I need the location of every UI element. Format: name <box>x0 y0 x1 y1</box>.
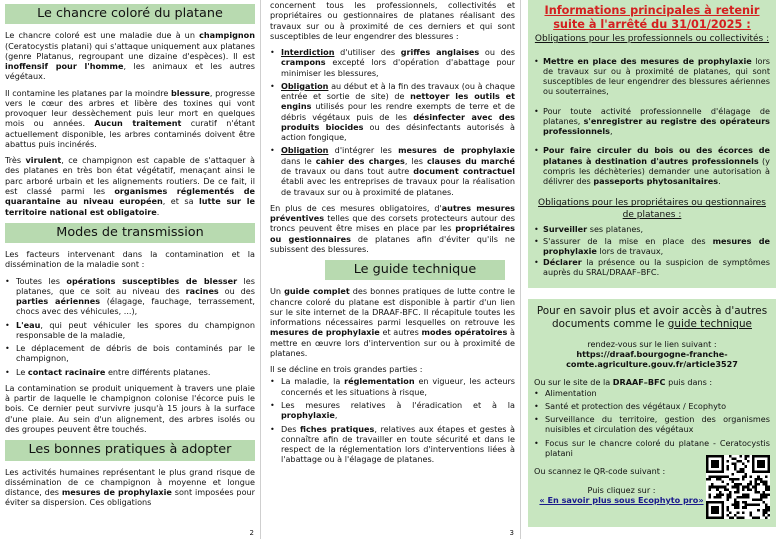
list-item: • Toutes les opérations susceptibles de blesser les platanes, que ce soit au niveau des racines ou des parties aériennes (élagage, fauchage, terrassement, chocs avec des véhicules, ...), <box>5 275 255 317</box>
para-concernent: concernent tous les professionnels, collectivités et propriétaires ou gestionnaires de platanes réalisant des travaux sur ou à proximité de ces derniers et qui sont susceptibles de leur engendrer des blessures : <box>270 0 515 41</box>
heading-chancre: Le chancre coloré du platane <box>5 4 255 24</box>
bullet-icon: • <box>270 80 275 91</box>
site-text: Ou sur le site de la DRAAF–BFC puis dans : <box>534 377 713 388</box>
list-owner-obligations <box>534 224 770 277</box>
subtitle-proprietaires: Obligations pour les propriétaires ou gestionnaires de platanes : <box>538 198 766 220</box>
list-item: • S'assurer de la mise en place des mesures de prophylaxie lors de travaux, <box>534 235 770 256</box>
list-item: • Le déplacement de débris de bois contaminés par le champignon, <box>5 343 255 364</box>
bullet-icon: • <box>270 145 275 156</box>
bullet-icon: • <box>534 224 539 235</box>
more-info-title: Pour en savoir plus et avoir accès à d'autres documents comme le guide technique <box>536 304 768 330</box>
list-item: • La maladie, la réglementation en vigueur, les acteurs concernés et les situations à risque, <box>270 376 515 397</box>
key-info-box <box>528 0 776 288</box>
bullet-icon: • <box>5 366 10 377</box>
para-guide: Un guide complet des bonnes pratiques de lutte contre le chancre coloré du platane est disponible à partir d'un lien sur le site internet de la DRAAF-BFC. Il récapitule toutes les informations nécessaires parmi lesquelles on retrouve les mesures de prophylaxie et autres modes opératoires à mettre en œuvre lors d'intervention sur ou à proximité de platanes. <box>270 286 515 358</box>
list-item: • Le contact racinaire entre différents platanes. <box>5 366 211 377</box>
list-item: • Interdiction d'utiliser des griffes anglaises ou des crampons excepté lors d'opération d'abattage pour minimiser les blessures, <box>270 47 515 78</box>
click-instruction: Puis cliquez sur : <box>587 484 656 495</box>
list-item: • Pour faire circuler du bois ou des écorces de platanes à destination d'autres professionnels (y compris les déchèteries) demander une autorisation à délivrer des passeports phytosanitaires. <box>534 145 770 187</box>
rendez-vous-text: rendez-vous sur le lien suivant : <box>587 338 717 349</box>
guide-link[interactable]: guide technique <box>667 317 752 330</box>
bullet-icon: • <box>270 47 275 58</box>
para-parties: Il se décline en trois grandes parties : <box>270 364 423 375</box>
bullet-icon: • <box>270 376 275 387</box>
para-factors: Les facteurs intervenant dans la contamination et la dissémination de la maladie sont : <box>5 249 255 270</box>
key-info-title: Informations principales à retenir suite à l'arrêté du 31/01/2025 : <box>544 4 760 31</box>
column-middle <box>262 0 520 539</box>
ecophyto-link[interactable]: « En savoir plus sous Ecophyto pro» <box>539 494 704 505</box>
heading-guide: Le guide technique <box>325 260 505 280</box>
para-plaie: La contamination se produit uniquement à travers une plaie à partir de laquelle le champignon colonise l'écorce puis le bois. Ce dernier peut survivre jusqu'à 15 jours à la surface d'une plaie. Au sein d'un alignement, des arbres isolés ou des groupes peuvent être touchés. <box>5 382 255 434</box>
bullet-icon: • <box>534 105 539 116</box>
list-item: • Obligation d'intégrer les mesures de prophylaxie dans le cahier des charges, les clauses du marché de travaux ou dans tout autre document contractuel établi avec les entreprises de travaux pour la réalisation de travaux sur ou à proximité de platanes. <box>270 145 516 197</box>
qr-code-icon[interactable] <box>706 455 770 519</box>
list-item: • Surveillance du territoire, gestion des organismes nuisibles et circulation des végétaux <box>534 414 770 435</box>
list-item: • Santé et protection des végétaux / Ecophyto <box>534 400 727 411</box>
list-pro-obligations <box>534 56 770 187</box>
bullet-icon: • <box>5 343 10 354</box>
list-site-path <box>534 388 770 459</box>
bullet-icon: • <box>534 235 539 246</box>
bullet-icon: • <box>534 387 539 398</box>
list-item: • Pour toute activité professionnelle d'élagage de platanes, s'enregistrer au registre des opérateurs professionnels, <box>534 105 771 137</box>
list-item: • Déclarer la présence ou la suspicion de symptômes auprès du SRAL/DRAAF–BFC. <box>534 257 770 278</box>
draaf-url-link[interactable]: https://draaf.bourgogne-franche-comte.agriculture.gouv.fr/article3527 <box>566 348 738 370</box>
list-item: • Surveiller ses platanes, <box>534 224 644 235</box>
more-info-box <box>528 299 776 527</box>
para-virulence: Très virulent, ce champignon est capable de s'attaquer à des platanes en très bon état végétatif, menaçant ainsi le parc arboré urbain et les alignements routiers. De ce fait, il est classé parmi les organismes réglementés de quarantaine au niveau européen, et sa lutte sur le territoire national est obligatoire. <box>5 155 255 217</box>
para-activites: Les activités humaines représentant le plus grand risque de dissémination de ce champignon à moyenne et longue distance, des mesures de prophylaxie sont imposées pour éviter sa dispersion. Ces obligations <box>5 466 255 508</box>
para-contamination: Il contamine les platanes par la moindre blessure, progresse vers le cœur des arbres et libère des toxines qui vont provoquer leur dessèchement puis leur mort en quelques mois ou années. Aucun traitement curatif n'étant actuellement disponible, les arbres contaminés doivent être abattus puis incinérés. <box>5 87 255 149</box>
subtitle-professionnels: Obligations pour les professionnels ou collectivités : <box>534 34 770 45</box>
list-parties <box>270 376 515 464</box>
list-item: • L'eau, qui peut véhiculer les spores du champignon responsable de la maladie, <box>5 319 255 340</box>
bullet-icon: • <box>534 55 539 66</box>
list-item: • Alimentation <box>534 387 597 398</box>
qr-instruction: Ou scannez le QR-code suivant : <box>534 466 666 477</box>
list-factors <box>5 276 255 377</box>
bullet-icon: • <box>5 319 10 330</box>
bullet-icon: • <box>534 145 539 156</box>
list-item: • Obligation au début et à la fin des travaux (ou à chaque entrée et sortie de site) de nettoyer les outils et engins utilisés pour les rendre exempts de terre et de débris végétaux puis de les désinfecter avec des produits biocides ou des désinfectants autorisés à action fongique, <box>270 80 515 143</box>
page-number: 2 <box>249 529 254 538</box>
bullet-icon: • <box>534 437 539 448</box>
bullet-icon: • <box>534 400 539 411</box>
list-item: • Focus sur le chancre coloré du platane - Ceratocystis platani <box>534 437 770 458</box>
bullet-icon: • <box>534 257 539 268</box>
list-item: • Des fiches pratiques, relatives aux étapes et gestes à connaître afin de travailler en toute sécurité et dans le respect de la réglementation lors d'interventions liées à l'abattage ou à l'élagage de platanes. <box>270 423 516 465</box>
bullet-icon: • <box>534 414 539 425</box>
column-left <box>0 0 260 539</box>
column-right <box>522 0 779 539</box>
page-number: 3 <box>509 529 514 538</box>
list-item: • Mettre en place des mesures de prophylaxie lors de travaux sur ou à proximité de platanes, qui sont susceptibles de leur engendrer des blessures aériennes ou souterraines, <box>534 55 770 97</box>
bullet-icon: • <box>270 423 275 434</box>
para-intro: Le chancre coloré est une maladie due à un champignon (Ceratocystis platani) qui s'attaque uniquement aux platanes (genre Platanus, regroupant une dizaine d'espèces). Il est inoffensif pour l'homme, les animaux et les autres végétaux. <box>5 30 255 82</box>
heading-bonnes-pratiques: Les bonnes pratiques à adopter <box>5 440 255 460</box>
bullet-icon: • <box>270 400 275 411</box>
list-obligations <box>270 47 515 197</box>
para-autres-mesures: En plus de ces mesures obligatoires, d'autres mesures préventives telles que des corsets protecteurs autour des troncs peuvent être mises en place par les propriétaires ou gestionnaires de platanes afin d'éviter qu'ils ne subissent des blessures. <box>270 202 516 254</box>
heading-transmission: Modes de transmission <box>5 223 255 243</box>
bullet-icon: • <box>5 275 10 286</box>
list-item: • Les mesures relatives à l'éradication et à la prophylaxie, <box>270 400 515 421</box>
